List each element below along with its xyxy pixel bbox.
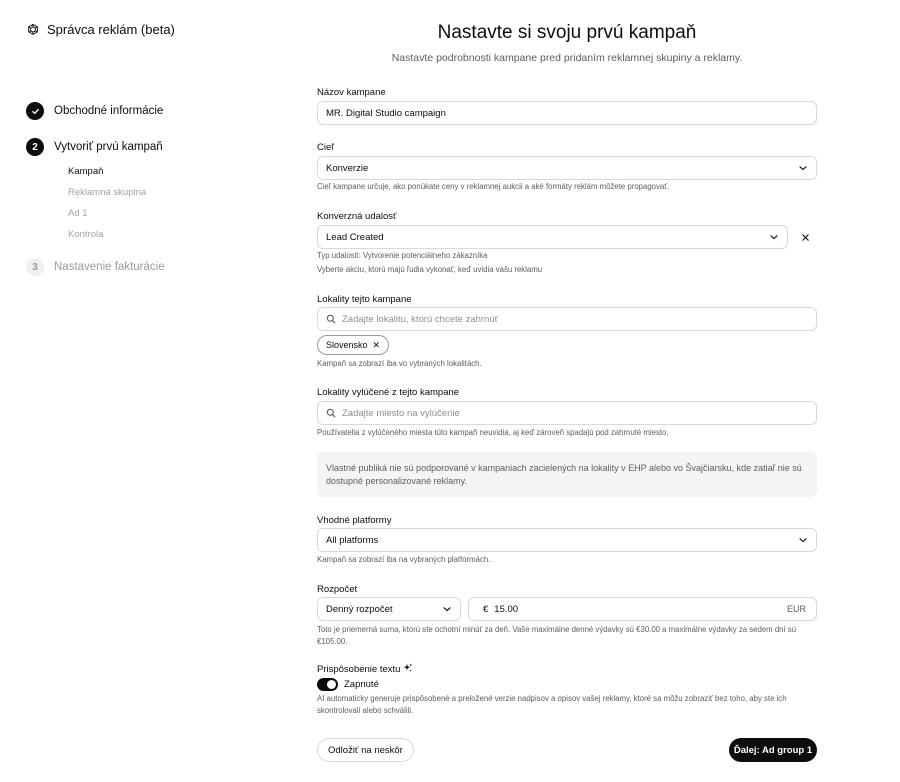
budget-type-select[interactable]: [317, 597, 461, 621]
chevron-down-icon: [769, 232, 779, 242]
step-label: Nastavenie fakturácie: [54, 261, 165, 273]
goal-help: Cieľ kampane určuje, ako ponúkate ceny v reklamnej aukcii a aké formáty reklám môžete propagovať.: [317, 182, 670, 191]
chevron-down-icon: [442, 604, 452, 614]
platforms-label: Vhodné platformy: [317, 515, 392, 526]
text-customization-help: AI automaticky generuje prispôsobené a preložené verzie nadpisov a opisov vašej reklamy, ktoré sa môžu zobraziť bez toho, aby ste ich skontrolovali alebo schválili.: [317, 694, 787, 715]
location-chip: [317, 335, 389, 355]
step-number: 3: [26, 258, 44, 276]
locations-placeholder: Zadajte lokalitu, ktorú chcete zahrnúť: [342, 313, 499, 325]
step-number: 2: [26, 138, 44, 156]
sparkle-icon: [403, 663, 413, 673]
brand: [26, 22, 175, 37]
campaign-name-value: MR. Digital Studio campaign: [326, 107, 446, 119]
substep-ad-group[interactable]: Reklamná skupina: [68, 187, 147, 198]
search-icon: [326, 408, 336, 418]
excluded-locations-label: Lokality vylúčené z tejto kampane: [317, 387, 460, 398]
locations-label: Lokality tejto kampane: [317, 294, 412, 305]
text-customization-toggle[interactable]: [317, 678, 338, 691]
locations-help: Kampaň sa zobrazí iba vo vybraných lokalitách.: [317, 359, 482, 368]
check-icon: [26, 102, 44, 120]
excluded-locations-search-input[interactable]: [317, 401, 817, 425]
campaign-name-input[interactable]: [317, 101, 817, 125]
eea-notice: Vlastné publiká nie sú podporované v kampaniach zacielených na lokality v EHP alebo vo Švajčiarsku, kde zatiaľ nie sú dostupné personalizované reklamy.: [317, 452, 817, 497]
toggle-label: Zapnuté: [344, 679, 379, 690]
conversion-event-value: Lead Created: [326, 231, 384, 243]
excluded-locations-placeholder: Zadajte miesto na vylúčenie: [342, 407, 460, 419]
goal-label: Cieľ: [317, 142, 335, 153]
campaign-name-label: Názov kampane: [317, 87, 386, 98]
text-customization-toggle-row: [317, 678, 379, 691]
page-subtitle: Nastavte podrobnosti kampane pred pridaním reklamnej skupiny a reklamy.: [391, 52, 743, 64]
platforms-select[interactable]: [317, 528, 817, 552]
openai-logo-icon: [26, 23, 40, 37]
step-create-campaign[interactable]: [26, 138, 163, 156]
excluded-locations-help: Používatelia z vylúčeného miesta túto kampaň neuvidia, aj keď zároveň spadajú pod zahrnuté miesto.: [317, 428, 669, 437]
conversion-event-select[interactable]: [317, 225, 788, 249]
chevron-down-icon: [798, 535, 808, 545]
substep-review[interactable]: Kontrola: [68, 229, 104, 240]
budget-amount-input[interactable]: [468, 597, 817, 621]
chevron-down-icon: [798, 163, 808, 173]
platforms-help: Kampaň sa zobrazí iba na vybraných platformách.: [317, 555, 491, 564]
remove-chip-icon[interactable]: ✕: [372, 339, 381, 350]
budget-help: Toto je priemerná suma, ktorú ste ochotní minúť za deň. Vaše maximálne denné výdavky sú €30.00 a maximálne výdavky za sedem dní sú €105.00.: [317, 625, 797, 646]
substep-campaign[interactable]: Kampaň: [68, 166, 104, 177]
text-customization-label: Prispôsobenie textu: [317, 664, 401, 675]
close-icon[interactable]: [798, 230, 812, 244]
brand-title: Správca reklám (beta): [47, 22, 175, 37]
currency-symbol: €: [483, 603, 489, 615]
conversion-event-type: Typ udalosti: Vytvorenie potenciálneho zákazníka: [317, 251, 488, 260]
postpone-button[interactable]: Odložiť na neskôr: [317, 738, 414, 762]
next-ad-group-button[interactable]: Ďalej: Ad group 1: [729, 738, 817, 762]
text-customization-label-row: [317, 663, 413, 675]
search-icon: [326, 314, 336, 324]
toggle-knob: [327, 680, 336, 689]
step-label: Obchodné informácie: [54, 105, 164, 117]
page-title: Nastavte si svoju prvú kampaň: [437, 22, 697, 43]
location-chip-label: Slovensko: [326, 340, 368, 350]
conversion-event-help: Vyberte akciu, ktorú majú ľudia vykonať, keď uvidia vašu reklamu: [317, 265, 543, 274]
budget-amount-value: 15.00: [494, 603, 519, 615]
conversion-event-label: Konverzná udalosť: [317, 211, 397, 222]
step-label: Vytvoriť prvú kampaň: [54, 141, 163, 153]
budget-label: Rozpočet: [317, 584, 358, 595]
locations-search-input[interactable]: [317, 307, 817, 331]
goal-value: Konverzie: [326, 162, 369, 174]
platforms-value: All platforms: [326, 534, 379, 546]
currency-code: EUR: [786, 604, 806, 614]
substep-ad-1[interactable]: Ad 1: [68, 208, 88, 219]
budget-type-value: Denný rozpočet: [326, 603, 393, 615]
step-business-info[interactable]: [26, 102, 163, 120]
goal-select[interactable]: [317, 156, 817, 180]
step-billing[interactable]: [26, 258, 165, 276]
